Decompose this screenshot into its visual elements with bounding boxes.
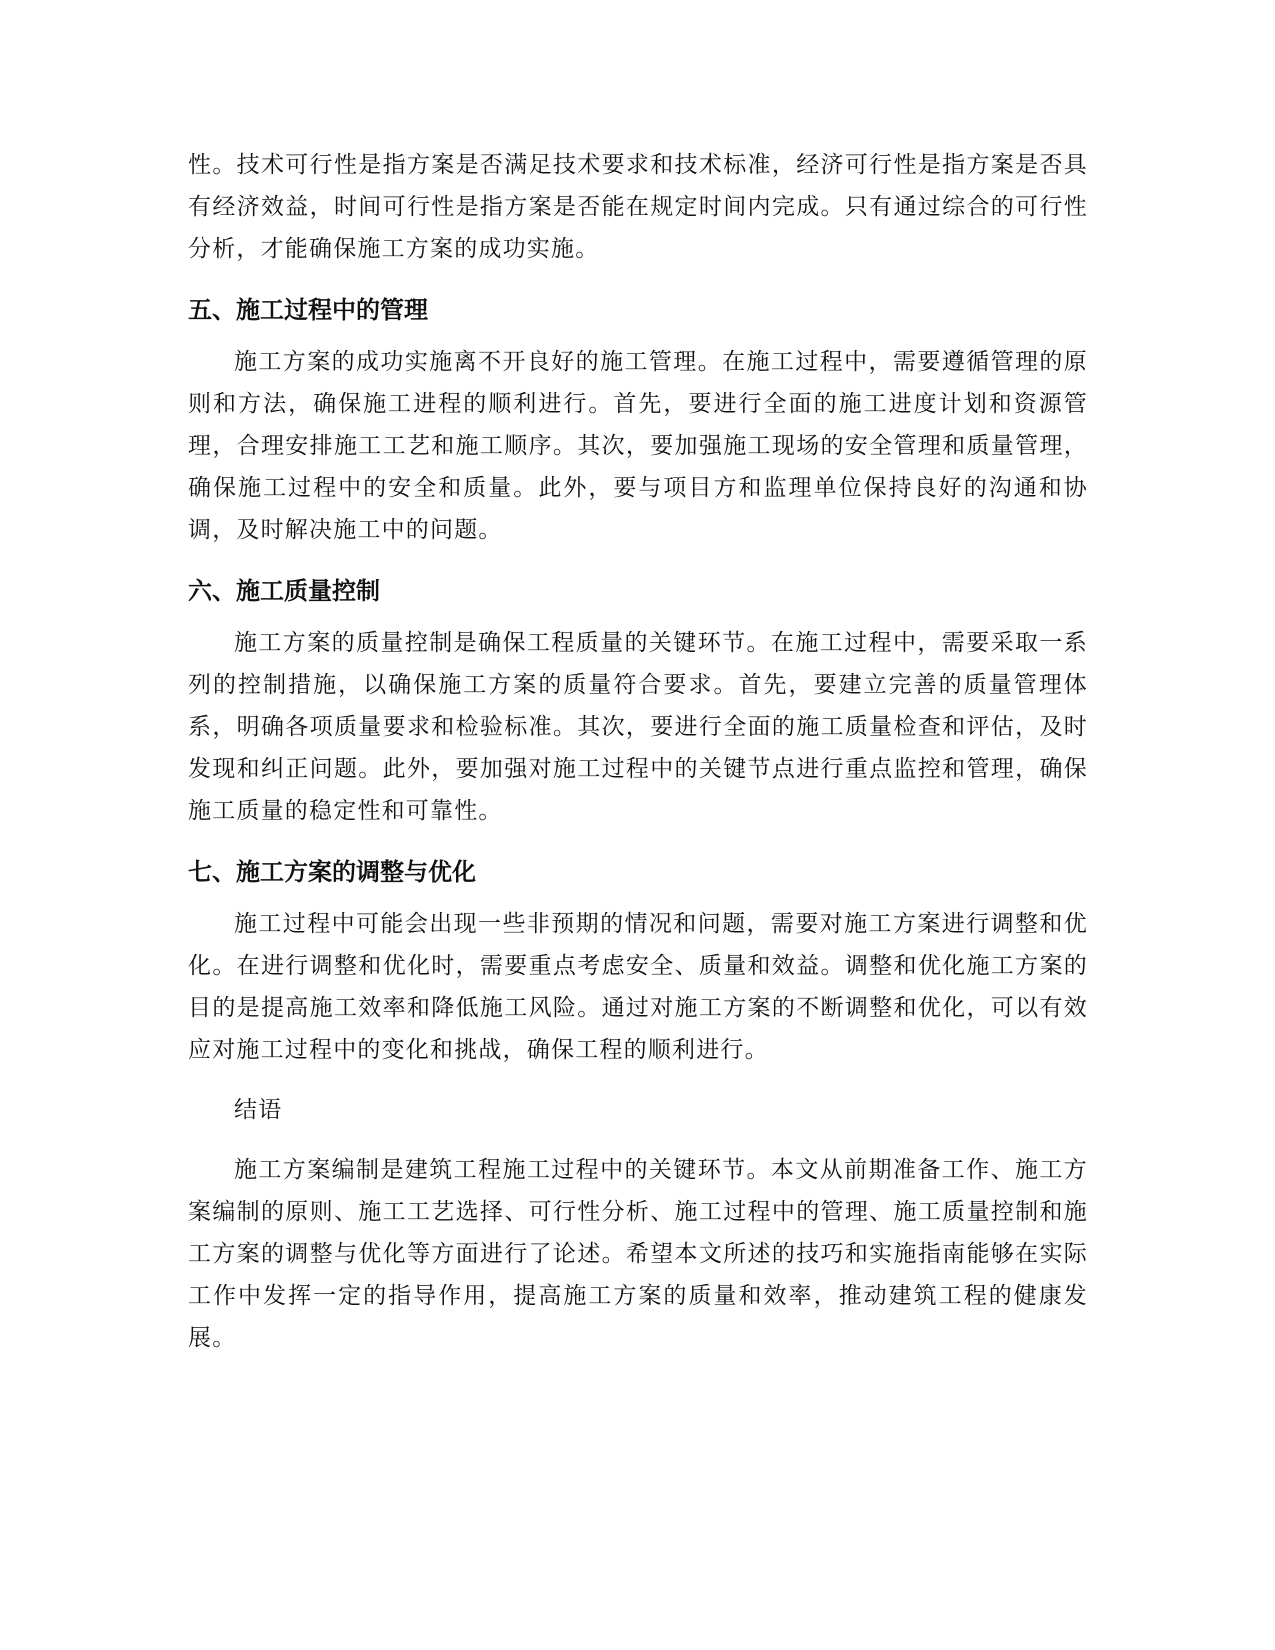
conclusion-title: 结语 — [234, 1097, 283, 1123]
document-body — [188, 144, 1088, 1359]
section-body-management: 施工方案的成功实施离不开良好的施工管理。在施工过程中，需要遵循管理的原则和方法，确保施工进程的顺利进行。首先，要进行全面的施工进度计划和资源管理，合理安排施工工艺和施工顺序。其次，要加强施工现场的安全管理和质量管理，确保施工过程中的安全和质量。此外，要与项目方和监理单位保持良好的沟通和协调，及时解决施工中的问题。 — [188, 349, 1088, 543]
section-heading-adjustment: 七、施工方案的调整与优化 — [188, 858, 476, 886]
intro-paragraph: 性。技术可行性是指方案是否满足技术要求和技术标准，经济可行性是指方案是否具有经济效益，时间可行性是指方案是否能在规定时间内完成。只有通过综合的可行性分析，才能确保施工方案的成功实施。 — [188, 152, 1088, 262]
section-heading-quality-control: 六、施工质量控制 — [188, 577, 380, 605]
section-body-quality-control: 施工方案的质量控制是确保工程质量的关键环节。在施工过程中，需要采取一系列的控制措施，以确保施工方案的质量符合要求。首先，要建立完善的质量管理体系，明确各项质量要求和检验标准。其次，要进行全面的施工质量检查和评估，及时发现和纠正问题。此外，要加强对施工过程中的关键节点进行重点监控和管理，确保施工质量的稳定性和可靠性。 — [188, 630, 1088, 824]
section-heading-management: 五、施工过程中的管理 — [188, 296, 428, 324]
section-body-adjustment: 施工过程中可能会出现一些非预期的情况和问题，需要对施工方案进行调整和优化。在进行调整和优化时，需要重点考虑安全、质量和效益。调整和优化施工方案的目的是提高施工效率和降低施工风险。通过对施工方案的不断调整和优化，可以有效应对施工过程中的变化和挑战，确保工程的顺利进行。 — [188, 911, 1088, 1063]
conclusion-body: 施工方案编制是建筑工程施工过程中的关键环节。本文从前期准备工作、施工方案编制的原则、施工工艺选择、可行性分析、施工过程中的管理、施工质量控制和施工方案的调整与优化等方面进行了论述。希望本文所述的技巧和实施指南能够在实际工作中发挥一定的指导作用，提高施工方案的质量和效率，推动建筑工程的健康发展。 — [188, 1157, 1088, 1351]
